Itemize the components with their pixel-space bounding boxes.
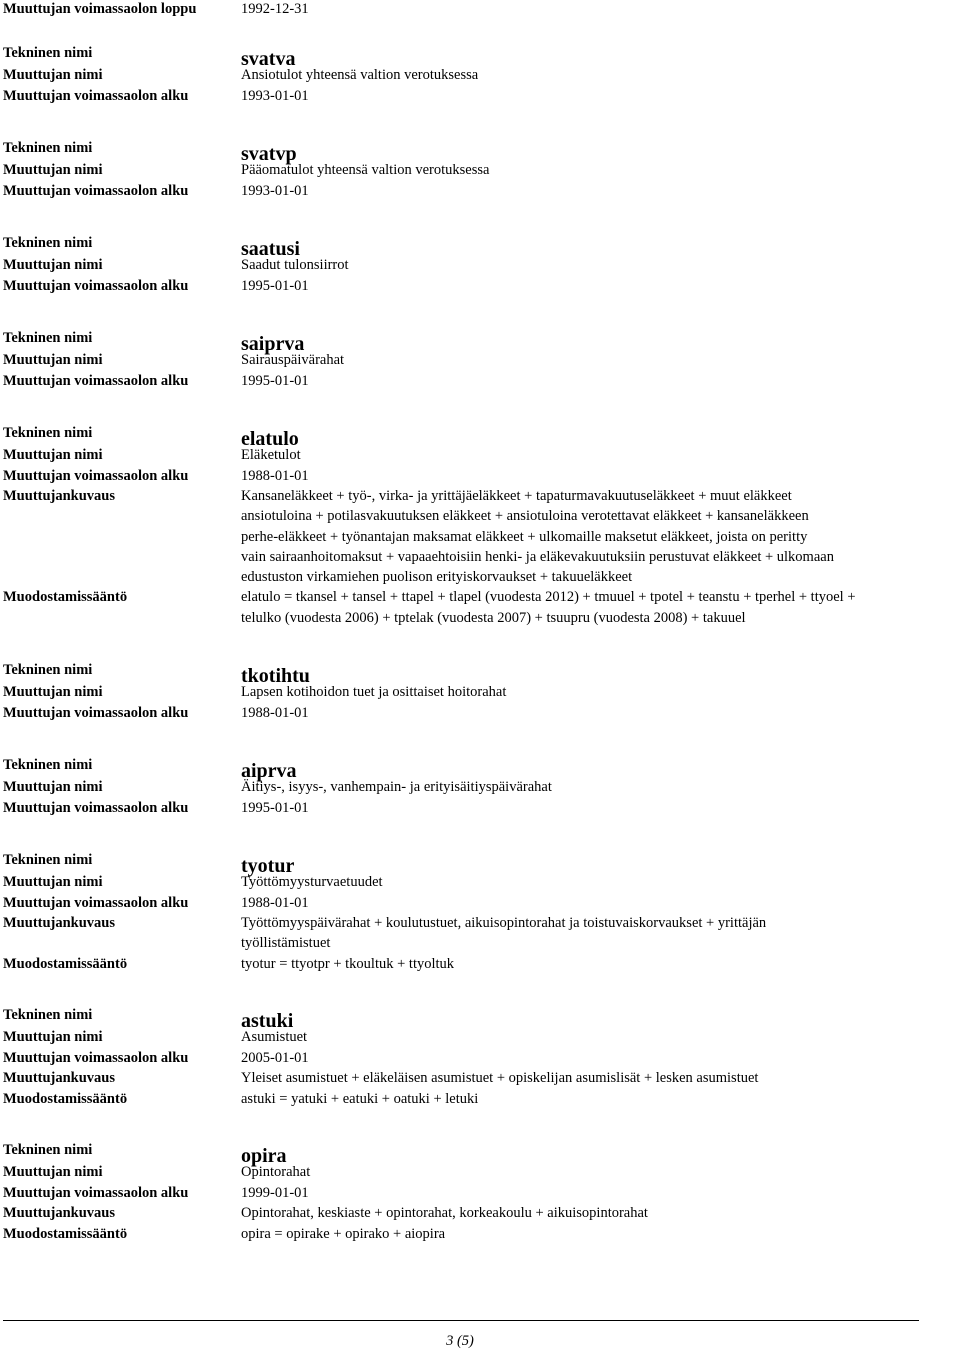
technical-name-label: Tekninen nimi [3,1007,93,1023]
technical-name-row [3,233,958,260]
description-row [3,1203,958,1224]
variable-entry-tyotur [3,850,958,974]
formula-row [3,1224,958,1245]
description-row [3,913,958,954]
variable-name-label: Muuttujan nimi [3,67,103,83]
valid-from-value: 1988-01-01 [241,467,309,484]
variable-name-label: Muuttujan nimi [3,1164,103,1180]
variable-entry-saatusi [3,233,958,296]
description-line: ansiotuloina + potilasvakuutuksen eläkkeet + ansiotuloina verotettavat eläkkeet + kansaneläkkeen [241,508,809,525]
valid-from-label: Muuttujan voimassaolon alku [3,799,189,816]
technical-name-value: svatva [241,48,296,70]
valid-from-row [3,703,958,724]
variable-name-row [3,445,958,466]
valid-from-value: 2005-01-01 [241,1049,309,1066]
valid-from-label: Muuttujan voimassaolon alku [3,277,189,294]
variable-name-label: Muuttujan nimi [3,684,103,700]
variable-name-value: Pääomatulot yhteensä valtion verotuksessa [241,162,490,178]
valid-from-label: Muuttujan voimassaolon alku [3,1049,189,1066]
valid-from-row [3,893,958,914]
variable-name-row [3,872,958,893]
formula-row [3,1089,958,1110]
variable-entry-tkotihtu [3,660,958,723]
description-row [3,1068,958,1089]
variable-name-value: Äitiys-, isyys-, vanhempain- ja erityisäitiyspäivärahat [241,779,552,795]
variable-name-label: Muuttujan nimi [3,257,103,273]
variable-name-label: Muuttujan nimi [3,352,103,368]
technical-name-label: Tekninen nimi [3,45,93,61]
technical-name-row [3,1005,958,1032]
variable-name-value: Opintorahat [241,1164,311,1180]
technical-name-label: Tekninen nimi [3,330,93,346]
valid-from-row [3,798,958,819]
variable-name-label: Muuttujan nimi [3,162,103,178]
formula-value: astuki = yatuki + eatuki + oatuki + letuki [241,1090,479,1107]
variable-name-row [3,682,958,703]
technical-name-row [3,1140,958,1167]
footer-divider [3,1320,919,1321]
technical-name-row [3,138,958,165]
description-line: työllistämistuet [241,935,331,952]
technical-name-value: tyotur [241,855,295,877]
formula-label: Muodostamissääntö [3,589,128,606]
valid-from-value: 1995-01-01 [241,372,309,389]
valid-from-label: Muuttujan voimassaolon alku [3,894,189,911]
technical-name-label: Tekninen nimi [3,852,93,868]
valid-from-label: Muuttujan voimassaolon alku [3,182,189,199]
variable-name-value: Eläketulot [241,447,301,463]
valid-from-label: Muuttujan voimassaolon alku [3,467,189,484]
formula-line: elatulo = tkansel + tansel + ttapel + tlapel (vuodesta 2012) + tmuuel + tpotel + teanstu + tperhel + ttyoel + [241,589,856,606]
valid-from-row [3,181,958,202]
technical-name-row [3,328,958,355]
variable-name-value: Asumistuet [241,1029,308,1045]
valid-from-value: 1988-01-01 [241,704,309,721]
valid-from-row [3,371,958,392]
description-label: Muuttujankuvaus [3,1205,116,1221]
valid-from-value: 1995-01-01 [241,799,309,816]
technical-name-value: astuki [241,1010,294,1032]
formula-value: tyotur = ttyotpr + tkoultuk + ttyoltuk [241,955,455,972]
technical-name-value: saiprva [241,333,305,355]
technical-name-label: Tekninen nimi [3,1142,93,1158]
description-value: Opintorahat, keskiaste + opintorahat, korkeakoulu + aikuisopintorahat [241,1205,648,1221]
valid-from-value: 1993-01-01 [241,182,309,199]
valid-from-row [3,1048,958,1069]
valid-from-row [3,466,958,487]
variable-entry-svatvp [3,138,958,201]
description-line: perhe-eläkkeet + työnantajan maksamat eläkkeet + ulkomaille maksetut eläkkeet, joista on peritty [241,528,808,545]
valid-from-value: 1988-01-01 [241,894,309,911]
technical-name-value: svatvp [241,143,297,165]
variable-entry-astuki [3,1005,958,1109]
valid-from-row [3,86,958,107]
valid-from-value: 1993-01-01 [241,87,309,104]
technical-name-value: aiprva [241,760,297,782]
technical-name-label: Tekninen nimi [3,757,93,773]
variable-name-label: Muuttujan nimi [3,1029,103,1045]
description-label: Muuttujankuvaus [3,915,116,931]
variable-name-value: Saadut tulonsiirrot [241,257,349,273]
valid-to-value: 1992-12-31 [241,1,309,17]
formula-label: Muodostamissääntö [3,1225,128,1242]
valid-from-label: Muuttujan voimassaolon alku [3,372,189,389]
variable-entry-aiprva [3,755,958,818]
formula-label: Muodostamissääntö [3,955,128,972]
variable-entry-svatva [3,43,958,106]
technical-name-value: tkotihtu [241,665,310,687]
valid-from-value: 1995-01-01 [241,277,309,294]
description-value [241,913,958,954]
technical-name-label: Tekninen nimi [3,140,93,156]
description-line: Kansaneläkkeet + työ-, virka- ja yrittäjäeläkkeet + tapaturmavakuutuseläkkeet + muut eläkkeet [241,488,792,504]
description-value [241,486,958,587]
variable-name-row [3,65,958,86]
page-number: 3 (5) [446,1333,474,1349]
variable-name-label: Muuttujan nimi [3,447,103,463]
technical-name-row [3,755,958,782]
technical-name-row [3,43,958,70]
valid-from-label: Muuttujan voimassaolon alku [3,87,189,104]
variable-name-value: Työttömyysturvaetuudet [241,874,383,890]
valid-to-row [3,0,309,18]
technical-name-label: Tekninen nimi [3,235,93,251]
technical-name-label: Tekninen nimi [3,425,93,441]
technical-name-value: opira [241,1145,287,1167]
description-label: Muuttujankuvaus [3,1070,116,1086]
variable-entry-opira [3,1140,958,1244]
description-value: Yleiset asumistuet + eläkeläisen asumistuet + opiskelijan asumislisät + lesken asumistuet [241,1070,759,1086]
technical-name-value: saatusi [241,238,300,260]
description-line: vain sairaanhoitomaksut + vapaaehtoisiin henki- ja eläkevakuutuksiin perustuvat eläkkeet + ulkomaan [241,548,834,565]
variable-name-row [3,1027,958,1048]
technical-name-label: Tekninen nimi [3,662,93,678]
valid-from-value: 1999-01-01 [241,1184,309,1201]
variable-name-value: Lapsen kotihoidon tuet ja osittaiset hoitorahat [241,684,507,700]
variable-name-row [3,255,958,276]
technical-name-value: elatulo [241,428,299,450]
technical-name-row [3,423,958,450]
variable-name-row [3,777,958,798]
formula-line: telulko (vuodesta 2006) + tptelak (vuodesta 2007) + tsuupru (vuodesta 2008) + takuuel [241,609,746,626]
valid-to-label: Muuttujan voimassaolon loppu [3,1,197,17]
variable-name-row [3,1162,958,1183]
formula-label: Muodostamissääntö [3,1090,128,1107]
variable-name-label: Muuttujan nimi [3,874,103,890]
description-line: edustuston virkamiehen puolison erityiskorvaukset + takuueläkkeet [241,569,633,586]
variable-entry-saiprva [3,328,958,391]
variable-name-value: Sairauspäivärahat [241,352,345,368]
variable-name-value: Ansiotulot yhteensä valtion verotuksessa [241,67,479,83]
valid-from-row [3,1183,958,1204]
formula-value: opira = opirake + opirako + aiopira [241,1225,446,1242]
valid-from-label: Muuttujan voimassaolon alku [3,1184,189,1201]
formula-value [241,587,958,628]
valid-from-row [3,276,958,297]
technical-name-row [3,660,958,687]
description-label: Muuttujankuvaus [3,488,116,504]
variable-name-label: Muuttujan nimi [3,779,103,795]
technical-name-row [3,850,958,877]
description-row [3,486,958,587]
variable-entry-elatulo [3,423,958,628]
description-line: Työttömyyspäivärahat + koulutustuet, aikuisopintorahat ja toistuvaiskorvaukset + yrittäjän [241,915,767,931]
formula-row [3,587,958,628]
formula-row [3,954,958,975]
variable-name-row [3,350,958,371]
variable-name-row [3,160,958,181]
valid-from-label: Muuttujan voimassaolon alku [3,704,189,721]
